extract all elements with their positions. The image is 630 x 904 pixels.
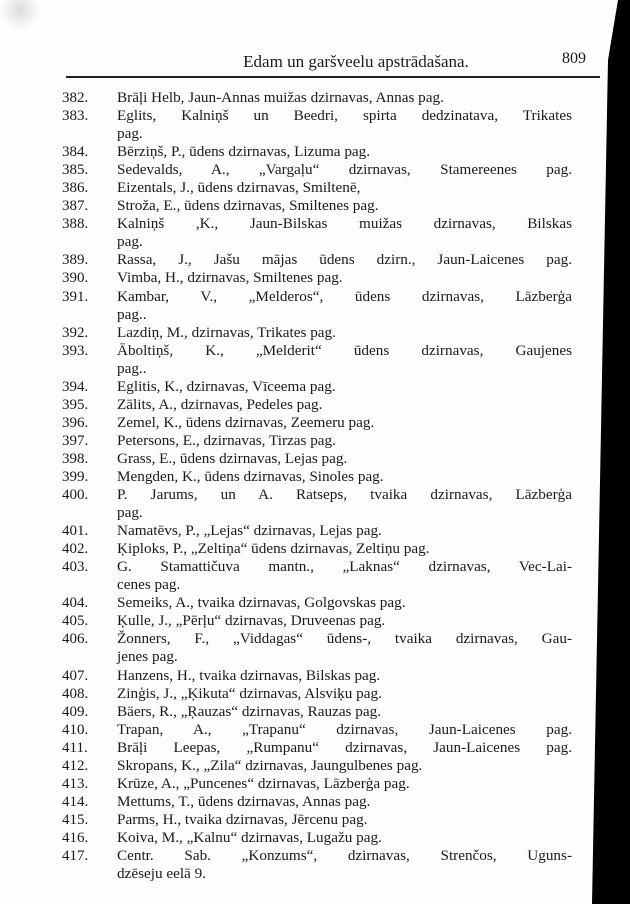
entry-number: 414. [62,793,89,810]
entry-text-line: pag. [117,233,143,251]
page-header [66,50,600,74]
entry-text-line: Mettums, T., ūdens dzirnavas, Annas pag. [117,792,371,810]
entry-text-line: Skropans, K., „Zila“ dzirnavas, Jaungulbenes pag. [117,756,423,774]
list-item [0,739,630,757]
entry-text-line: Ķiploks, P., „Zeltiņa“ ūdens dzirnavas, Zeltiņu pag. [117,540,430,558]
entry-text-line: G. Stamattičuva mantn., „Laknas“ dzirnavas, Vec-Lai- [117,558,572,576]
list-item [0,703,630,721]
entry-number: 385. [62,162,89,179]
entry-number: 387. [62,198,89,215]
entry-text-line: Hanzens, H., tvaika dzirnavas, Bilskas pag. [117,666,381,684]
entry-number: 405. [62,613,89,630]
list-item [0,612,630,630]
entry-number: 403. [62,559,89,576]
running-title: Edam un garšveelu apstrādašana. [243,52,469,71]
entry-number: 409. [62,703,89,720]
list-item [0,486,630,522]
entry-text-line: P. Jarums, un A. Ratseps, tvaika dzirnavas, Lāzberģa [117,486,572,504]
entry-text-line: Āboltiņš, K., „Melderit“ ūdens dzirnavas, Gaujenes [117,341,572,359]
header-rule [66,76,600,78]
list-item [0,378,630,396]
entry-text-line: Zālits, A., dzirnavas, Pedeles pag. [117,395,323,413]
list-item [0,829,630,847]
entry-number: 383. [62,108,89,125]
entry-text-line: Mengden, K., ūdens dzirnavas, Sinoles pag. [117,467,384,485]
list-item [0,269,630,287]
list-item [0,432,630,450]
entry-number: 392. [62,324,89,341]
entry-text-line: jenes pag. [117,648,178,666]
scan-artifact [0,0,60,30]
entry-text-line: cenes pag. [117,576,181,594]
entry-number: 413. [62,775,89,792]
entry-text-line: Vimba, H., dzirnavas, Smiltenes pag. [117,269,343,287]
entry-number: 411. [62,739,88,756]
entry-number: 395. [62,396,89,413]
entry-number: 415. [62,811,89,828]
entry-text-line: Zinģis, J., „Ķikuta“ dzirnavas, Alsviķu pag. [117,684,382,702]
list-item [0,161,630,179]
entry-text-line: Krūze, A., „Puncenes“ dzirnavas, Lāzberģa pag. [117,774,410,792]
entry-number: 384. [62,144,89,161]
list-item [0,811,630,829]
entry-number: 406. [62,631,89,648]
list-item [0,630,630,666]
entry-text-line: Namatēvs, P., „Lejas“ dzirnavas, Lejas pag. [117,522,382,540]
list-item [0,324,630,342]
entry-text-line: Zemel, K., ūdens dzirnavas, Zeemeru pag. [117,413,375,431]
list-item [0,342,630,378]
entry-text-line: Brāļi Helb, Jaun-Annas muižas dzirnavas, Annas pag. [117,89,444,106]
entry-number: 404. [62,595,89,612]
entry-text-line: Ķulle, J., „Pērļu“ dzirnavas, Druveenas pag. [117,612,386,630]
list-item [0,721,630,739]
entry-number: 416. [62,829,89,846]
entry-text-line: pag. [117,125,143,143]
entry-number: 391. [62,288,89,305]
entry-text-line: Parms, H., tvaika dzirnavas, Jērcenu pag. [117,810,368,828]
entry-text-line: Semeiks, A., tvaika dzirnavas, Golgovskas pag. [117,594,406,612]
entry-text-line: Petersons, E., dzirnavas, Tirzas pag. [117,431,336,449]
entry-number: 394. [62,378,89,395]
entry-number: 410. [62,721,89,738]
list-item [0,251,630,269]
list-item [0,847,630,883]
entry-text-line: Sedevalds, A., „Vargaļu“ dzirnavas, Stamereenes pag. [117,161,572,179]
entry-number: 382. [62,90,89,106]
entry-number: 400. [62,487,89,504]
entry-number: 396. [62,414,89,431]
entry-list [0,89,630,883]
entry-number: 412. [62,757,89,774]
list-item [0,179,630,197]
entry-number: 401. [62,523,89,540]
entry-number: 386. [62,180,89,197]
list-item [0,667,630,685]
entry-text-line: Bäers, R., „Ŗauzas“ dzirnavas, Rauzas pag. [117,702,381,720]
entry-text-line: dzēseju eelā 9. [117,865,206,883]
entry-text-line: Kalniņš ,K., Jaun-Bilskas muižas dzirnavas, Bilskas [117,215,572,233]
list-item [0,396,630,414]
list-item [0,107,630,143]
list-item [0,468,630,486]
entry-number: 393. [62,342,89,359]
list-item [0,215,630,251]
list-item [0,594,630,612]
entry-number: 388. [62,216,89,233]
entry-text-line: Koiva, M., „Kalnu“ dzirnavas, Lugažu pag. [117,828,382,846]
entry-text-line: Kambar, V., „Melderos“, ūdens dzirnavas, Lāzberģa [117,287,572,305]
list-item [0,793,630,811]
entry-text-line: Eizentals, J., ūdens dzirnavas, Smiltenē, [117,179,361,197]
entry-text-line: Trapan, A., „Trapanu“ dzirnavas, Jaun-Laicenes pag. [117,720,572,738]
entry-number: 389. [62,252,89,269]
entry-number: 397. [62,432,89,449]
list-item [0,757,630,775]
list-item [0,288,630,324]
list-item [0,522,630,540]
entry-text-line: Stroža, E., ūdens dzirnavas, Smiltenes pag. [117,197,379,215]
entry-number: 417. [62,847,89,864]
entry-number: 408. [62,685,89,702]
entry-text-line: pag.. [117,359,147,377]
entry-number: 390. [62,270,89,287]
entry-number: 399. [62,468,89,485]
entry-text-line: Bērziņš, P., ūdens dzirnavas, Lizuma pag. [117,143,371,161]
list-item [0,558,630,594]
list-item [0,414,630,432]
entry-text-line: Rassa, J., Jašu mājas ūdens dzirn., Jaun-Laicenes pag. [117,251,572,269]
entry-text-line: pag.. [117,305,147,323]
list-item [0,197,630,215]
entry-number: 407. [62,667,89,684]
entry-text-line: Centr. Sab. „Konzums“, dzirnavas, Strenčos, Uguns- [117,846,572,864]
entry-text-line: Eglitis, K., dzirnavas, Vīceema pag. [117,377,336,395]
entry-number: 402. [62,541,89,558]
entry-text-line: pag. [117,504,143,522]
list-item [0,685,630,703]
entry-text-line: Eglits, Kalniņš un Beedri, spirta dedzinatava, Trikates [117,107,572,125]
entry-text-line: Brāļi Leepas, „Rumpanu“ dzirnavas, Jaun-Laicenes pag. [117,738,572,756]
list-item [0,450,630,468]
list-item [0,143,630,161]
entry-text-line: Žonners, F., „Viddagas“ ūdens-, tvaika dzirnavas, Gau- [117,630,572,648]
list-item [0,540,630,558]
page-number: 809 [562,50,586,67]
list-item [0,775,630,793]
entry-text-line: Grass, E., ūdens dzirnavas, Lejas pag. [117,449,348,467]
list-item [0,89,630,107]
entry-number: 398. [62,450,89,467]
entry-text-line: Lazdiņ, M., dzirnavas, Trikates pag. [117,323,336,341]
